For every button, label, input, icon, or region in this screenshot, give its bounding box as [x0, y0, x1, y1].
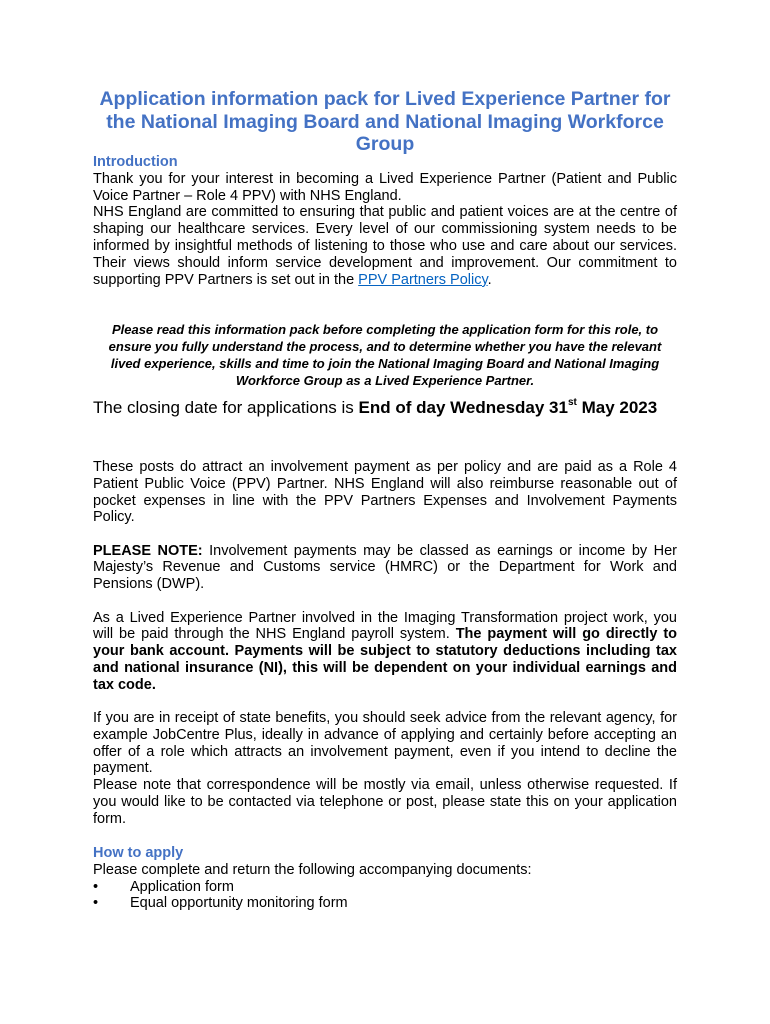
please-note-paragraph [93, 543, 677, 593]
list-item [93, 879, 677, 896]
closing-date [93, 397, 677, 418]
please-note-label: PLEASE NOTE: [93, 542, 203, 559]
payment-paragraph-1: These posts do attract an involvement payment as per policy and are paid as a Role 4 Patient Public Voice (PPV) Partner. NHS England will also reimburse reasonable out of pocket expenses in line with the PPV Partners Expenses and Involvement Payments Policy. [93, 459, 677, 526]
document-title: Application information pack for Lived Experience Partner for the National Imaging Board and National Imaging Workforce Group [99, 88, 671, 155]
intro-paragraph-1: Thank you for your interest in becoming a Lived Experience Partner (Patient and Public Voice Partner – Role 4 PPV) with NHS England. [93, 170, 677, 204]
benefits-paragraph: If you are in receipt of state benefits, you should seek advice from the relevant agency, for example JobCentre Plus, ideally in advance of applying and certainly before accepting an offer of a role which attracts an involvement payment, even if you intend to decline the payment. [93, 710, 677, 777]
bullet-icon: • [93, 878, 99, 895]
ppv-partners-policy-link[interactable]: PPV Partners Policy [358, 271, 488, 288]
list-item [93, 895, 677, 912]
intro-section [93, 154, 677, 288]
list-item-label: Equal opportunity monitoring form [130, 895, 348, 912]
closing-date-suffix: st [567, 397, 577, 408]
correspondence-paragraph: Please note that correspondence will be mostly via email, unless otherwise requested. If you would like to be contacted via telephone or post, please state this on your application form. [93, 777, 677, 827]
how-to-apply-section [93, 845, 677, 912]
closing-date-day: End of day Wednesday 31 [358, 398, 568, 417]
how-to-apply-heading: How to apply [93, 845, 184, 861]
payroll-paragraph [93, 610, 677, 694]
closing-date-month-year: May 2023 [576, 398, 658, 417]
please-note-text: Involvement payments may be classed as earnings or income by Her Majesty’s Revenue and Customs service (HMRC) or the Department for Work and Pensions (DWP). [93, 542, 678, 593]
payment-section [93, 459, 677, 828]
intro-paragraph-2-end: . [487, 271, 492, 288]
intro-heading: Introduction [93, 154, 178, 170]
how-to-apply-intro: Please complete and return the following accompanying documents: [93, 861, 532, 878]
payroll-bold-text: The payment will go directly to your bank account. Payments will be subject to statutory deductions including tax and national insurance (NI), this will be dependent on your individual earnings and tax code. [93, 626, 677, 693]
closing-date-prefix: The closing date for applications is [93, 398, 359, 417]
closing-date-value [359, 398, 658, 417]
bullet-icon: • [93, 895, 99, 912]
read-pack-note: Please read this information pack before completing the application form for this role, to ensure you fully understand the process, and to determine whether you have the relevant lived experience, skills and time to join the National Imaging Board and National Imaging Workforce Group as a Lived Experience Partner. [108, 322, 662, 388]
intro-paragraph-2-text: NHS England are committed to ensuring that public and patient voices are at the centre of shaping our healthcare services. Every level of our commissioning system needs to be informed by insightful methods of listening to those who use and care about our services. Their views should inform service development and improvement. Our commitment to supporting PPV Partners is set out in the [93, 204, 677, 288]
payroll-text: As a Lived Experience Partner involved in the Imaging Transformation project work, you will be paid through the NHS England payroll system. [93, 609, 677, 643]
documents-list [93, 879, 677, 913]
list-item-label: Application form [130, 878, 234, 895]
intro-paragraph-2 [93, 204, 677, 288]
